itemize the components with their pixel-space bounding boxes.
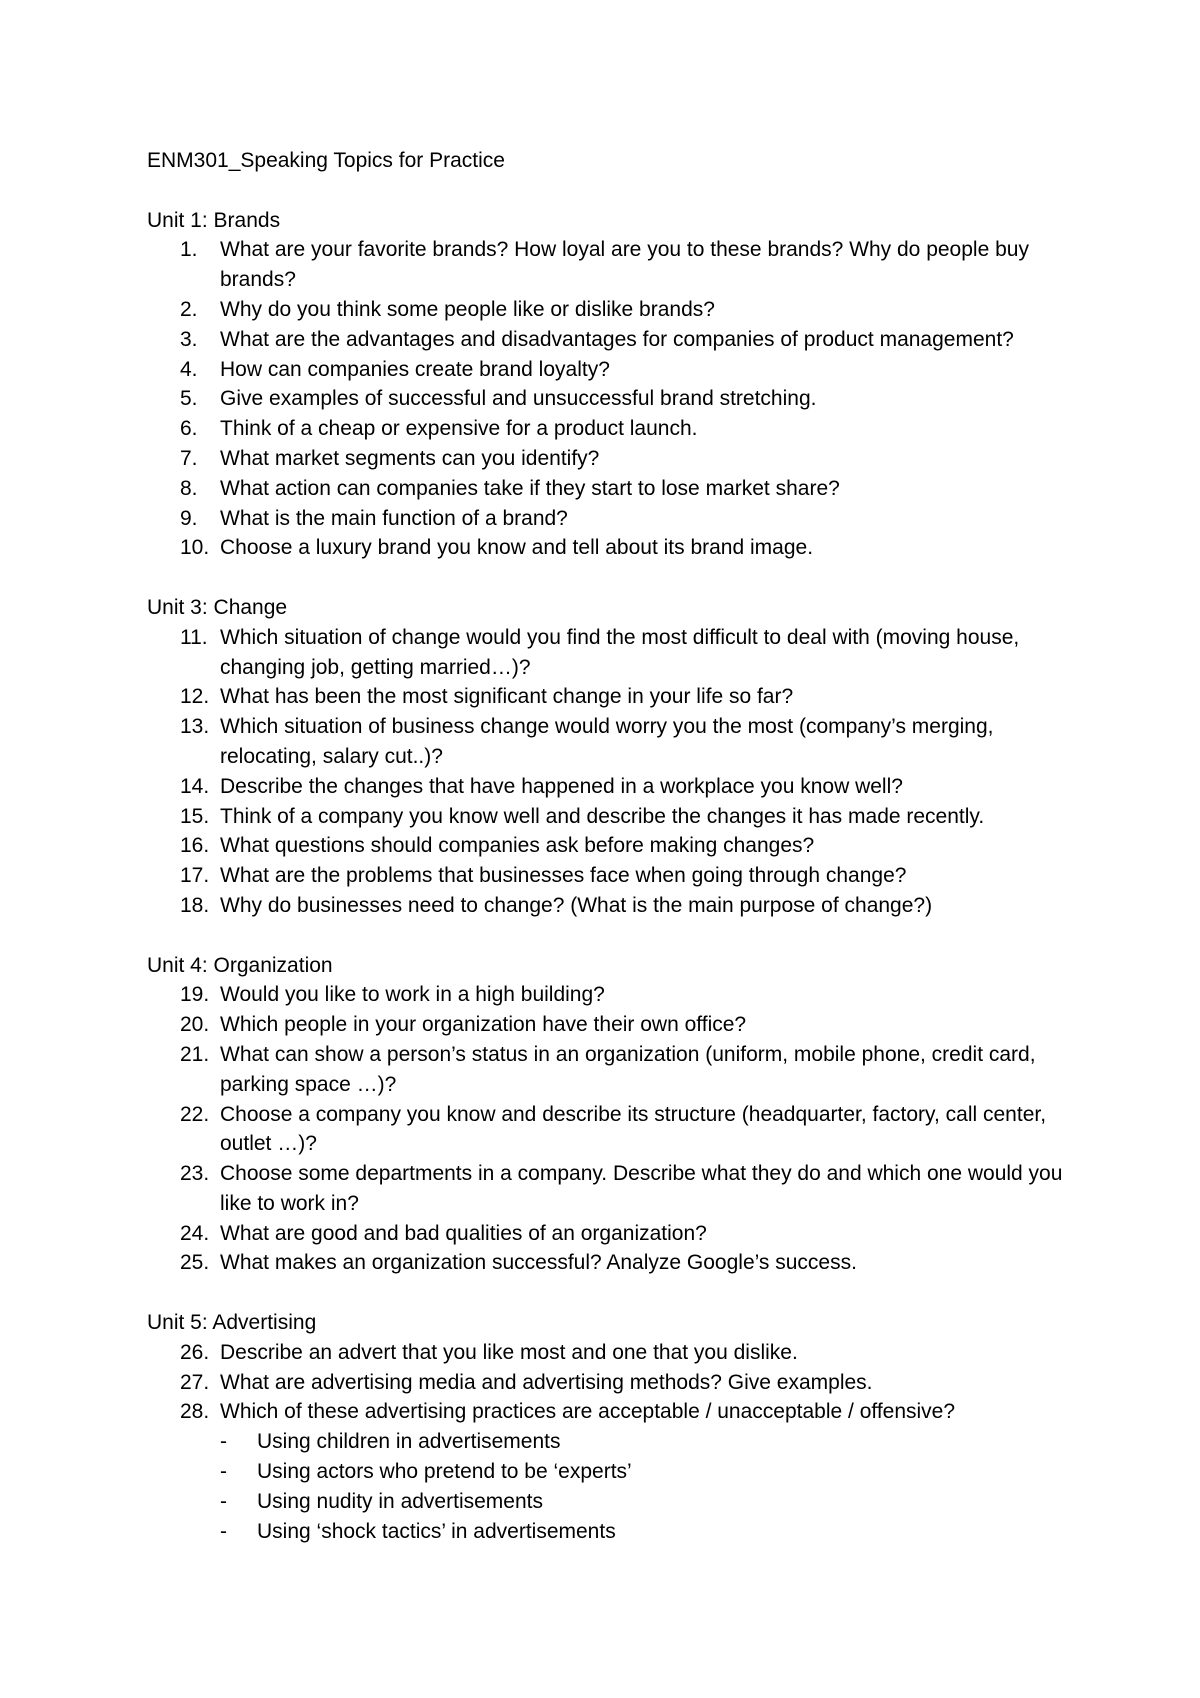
question-item: [147, 831, 1087, 861]
question-list: [147, 235, 1087, 563]
sub-bullet-item: [147, 1457, 1087, 1487]
question-number: 2.: [180, 297, 198, 321]
question-number: 3.: [180, 327, 198, 351]
unit-section-advertising: [147, 1308, 1087, 1546]
question-item: [147, 712, 1087, 772]
question-item: [147, 682, 1087, 712]
dash-marker: -: [220, 1489, 227, 1513]
question-item: [147, 533, 1087, 563]
document-title: ENM301_Speaking Topics for Practice: [147, 149, 505, 172]
document-body: [147, 146, 1087, 1576]
sub-bullet-text: Using nudity in advertisements: [257, 1489, 543, 1513]
question-text: What are the advantages and disadvantages for companies of product management?: [220, 327, 1014, 351]
question-item: [147, 384, 1087, 414]
question-number: 1.: [180, 238, 198, 262]
question-text: What action can companies take if they start to lose market share?: [220, 476, 840, 500]
question-number: 14.: [180, 774, 210, 798]
sub-bullet-text: Using children in advertisements: [257, 1430, 561, 1454]
question-text: What has been the most significant change in your life so far?: [220, 685, 794, 709]
unit-heading: Unit 4: Organization: [147, 953, 333, 977]
question-item: [147, 623, 1087, 683]
question-number: 8.: [180, 476, 198, 500]
question-text: Would you like to work in a high building?: [220, 983, 605, 1007]
question-number: 20.: [180, 1013, 210, 1037]
question-number: 7.: [180, 446, 198, 470]
dash-marker: -: [220, 1460, 227, 1484]
question-number: 17.: [180, 864, 210, 888]
question-number: 25.: [180, 1251, 210, 1275]
question-text: Describe the changes that have happened in a workplace you know well?: [220, 774, 903, 798]
question-item: [147, 474, 1087, 504]
question-item: [147, 772, 1087, 802]
question-text: Choose a company you know and describe its structure (headquarter, factory, call center, outlet …)?: [220, 1102, 1047, 1156]
question-text: What are advertising media and advertising methods? Give examples.: [220, 1370, 873, 1394]
question-item: [147, 1159, 1087, 1219]
question-item: [147, 1248, 1087, 1278]
question-number: 15.: [180, 804, 210, 828]
question-item: [147, 1368, 1087, 1398]
unit-section-change: [147, 593, 1087, 921]
question-number: 10.: [180, 536, 210, 560]
question-text: Why do businesses need to change? (What is the main purpose of change?): [220, 893, 933, 917]
dash-marker: -: [220, 1430, 227, 1454]
question-number: 12.: [180, 685, 210, 709]
question-text: Why do you think some people like or dislike brands?: [220, 297, 715, 321]
question-text: Which people in your organization have their own office?: [220, 1013, 747, 1037]
question-number: 22.: [180, 1102, 210, 1126]
question-item: [147, 802, 1087, 832]
unit-heading: Unit 1: Brands: [147, 208, 281, 232]
sub-bullet-item: [147, 1427, 1087, 1457]
question-text: Which situation of change would you find the most difficult to deal with (moving house, changing job, getting married…)?: [220, 625, 1020, 679]
question-item: [147, 891, 1087, 921]
question-text: Think of a company you know well and describe the changes it has made recently.: [220, 804, 985, 828]
question-text: What market segments can you identify?: [220, 446, 600, 470]
question-number: 19.: [180, 983, 210, 1007]
sub-bullet-item: [147, 1517, 1087, 1547]
question-text: Which of these advertising practices are acceptable / unacceptable / offensive?: [220, 1400, 956, 1424]
question-text: What questions should companies ask before making changes?: [220, 834, 815, 858]
question-item: [147, 325, 1087, 355]
unit-section-organization: [147, 951, 1087, 1279]
question-item: [147, 1040, 1087, 1100]
question-item: [147, 444, 1087, 474]
question-item: [147, 414, 1087, 444]
question-list: [147, 623, 1087, 921]
question-text: Which situation of business change would worry you the most (company’s merging, relocating, salary cut..)?: [220, 715, 994, 768]
unit-heading: Unit 3: Change: [147, 595, 288, 619]
question-text: What is the main function of a brand?: [220, 506, 568, 530]
question-item: [147, 1010, 1087, 1040]
question-list: [147, 1338, 1087, 1427]
question-number: 9.: [180, 506, 198, 530]
question-item: [147, 980, 1087, 1010]
question-number: 5.: [180, 387, 198, 411]
sub-bullet-text: Using ‘shock tactics’ in advertisements: [257, 1519, 616, 1543]
question-item: [147, 861, 1087, 891]
question-item: [147, 1100, 1087, 1160]
question-text: Think of a cheap or expensive for a product launch.: [220, 417, 698, 441]
dash-marker: -: [220, 1519, 227, 1543]
question-item: [147, 235, 1087, 295]
question-number: 28.: [180, 1400, 210, 1424]
sub-bullet-list: [147, 1427, 1087, 1546]
sub-bullet-item: [147, 1487, 1087, 1517]
question-number: 13.: [180, 715, 210, 739]
question-number: 26.: [180, 1340, 210, 1364]
question-number: 27.: [180, 1370, 210, 1394]
question-number: 4.: [180, 357, 198, 381]
question-number: 24.: [180, 1221, 210, 1245]
unit-section-brands: [147, 206, 1087, 564]
question-number: 18.: [180, 893, 210, 917]
question-text: What are the problems that businesses face when going through change?: [220, 864, 907, 888]
unit-heading: Unit 5: Advertising: [147, 1311, 317, 1335]
question-text: How can companies create brand loyalty?: [220, 357, 610, 381]
question-text: What are your favorite brands? How loyal are you to these brands? Why do people buy brands?: [220, 238, 1029, 292]
question-item: [147, 355, 1087, 385]
question-list: [147, 980, 1087, 1278]
question-item: [147, 1338, 1087, 1368]
question-item: [147, 1219, 1087, 1249]
question-text: Describe an advert that you like most and one that you dislike.: [220, 1340, 798, 1364]
question-text: What makes an organization successful? Analyze Google’s success.: [220, 1251, 857, 1275]
question-number: 11.: [180, 625, 208, 649]
question-item: [147, 1397, 1087, 1427]
question-text: Choose some departments in a company. Describe what they do and which one would you like to work in?: [220, 1162, 1063, 1215]
question-number: 21.: [180, 1042, 210, 1066]
question-text: What are good and bad qualities of an organization?: [220, 1221, 707, 1245]
question-number: 23.: [180, 1162, 210, 1186]
question-number: 6.: [180, 417, 198, 441]
question-item: [147, 504, 1087, 534]
question-text: Give examples of successful and unsuccessful brand stretching.: [220, 387, 817, 411]
question-text: Choose a luxury brand you know and tell about its brand image.: [220, 536, 814, 560]
question-number: 16.: [180, 834, 210, 858]
sub-bullet-text: Using actors who pretend to be ‘experts’: [257, 1460, 632, 1484]
question-text: What can show a person’s status in an organization (uniform, mobile phone, credit card, parking space …)?: [220, 1042, 1036, 1096]
question-item: [147, 295, 1087, 325]
